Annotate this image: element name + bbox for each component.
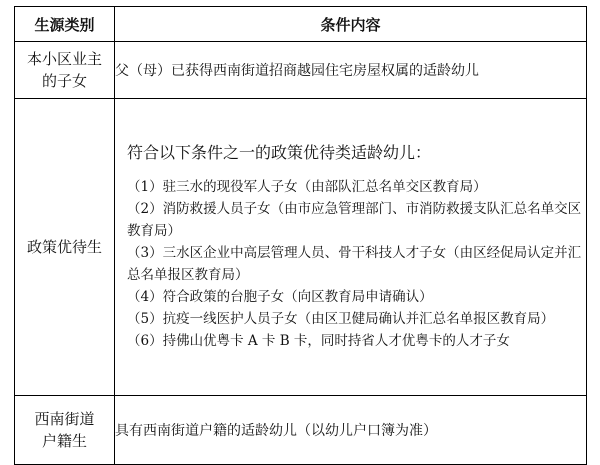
list-item: （3）三水区企业中高层管理人员、骨干科技人才子女（由区经促局认定并汇总名单报区教育局） xyxy=(127,245,582,283)
list-item: （2）消防救援人员子女（由市应急管理部门、市消防救援支队汇总名单交区教育局） xyxy=(127,201,582,239)
list-item: （1）驻三水的现役军人子女（由部队汇总名单交区教育局） xyxy=(127,179,487,195)
table-row xyxy=(15,99,587,396)
content-cell: 具有西南街道户籍的适龄幼儿（以幼儿户口簿为准） xyxy=(115,396,587,465)
category-line: 政策优待生 xyxy=(26,238,102,256)
header-row xyxy=(15,7,587,42)
policy-intro: 符合以下条件之一的政策优待类适龄幼儿： xyxy=(127,143,432,162)
list-item: （5）抗疫一线医护人员子女（由区卫健局确认并汇总名单报区教育局） xyxy=(127,311,555,327)
list-item: （4）符合政策的台胞子女（向区教育局申请确认） xyxy=(127,289,433,305)
category-cell xyxy=(15,42,115,99)
list-item: （6）持佛山优粤卡 A 卡 B 卡，同时持省人才优粤卡的人才子女 xyxy=(127,333,510,349)
category-line: 本小区业主 xyxy=(26,50,102,68)
table-row xyxy=(15,396,587,465)
table-row xyxy=(15,42,587,99)
content-cell xyxy=(115,99,587,396)
category-line: 西南街道 xyxy=(34,410,95,428)
category-line: 的子女 xyxy=(41,72,87,90)
policy-list xyxy=(115,176,586,352)
category-cell xyxy=(15,396,115,465)
header-category: 生源类别 xyxy=(15,7,115,42)
category-cell xyxy=(15,99,115,396)
category-line: 户籍生 xyxy=(41,432,87,450)
content-cell: 父（母）已获得西南街道招商越园住宅房屋权属的适龄幼儿 xyxy=(115,42,587,99)
admission-conditions-table xyxy=(14,6,587,465)
header-content: 条件内容 xyxy=(115,7,587,42)
